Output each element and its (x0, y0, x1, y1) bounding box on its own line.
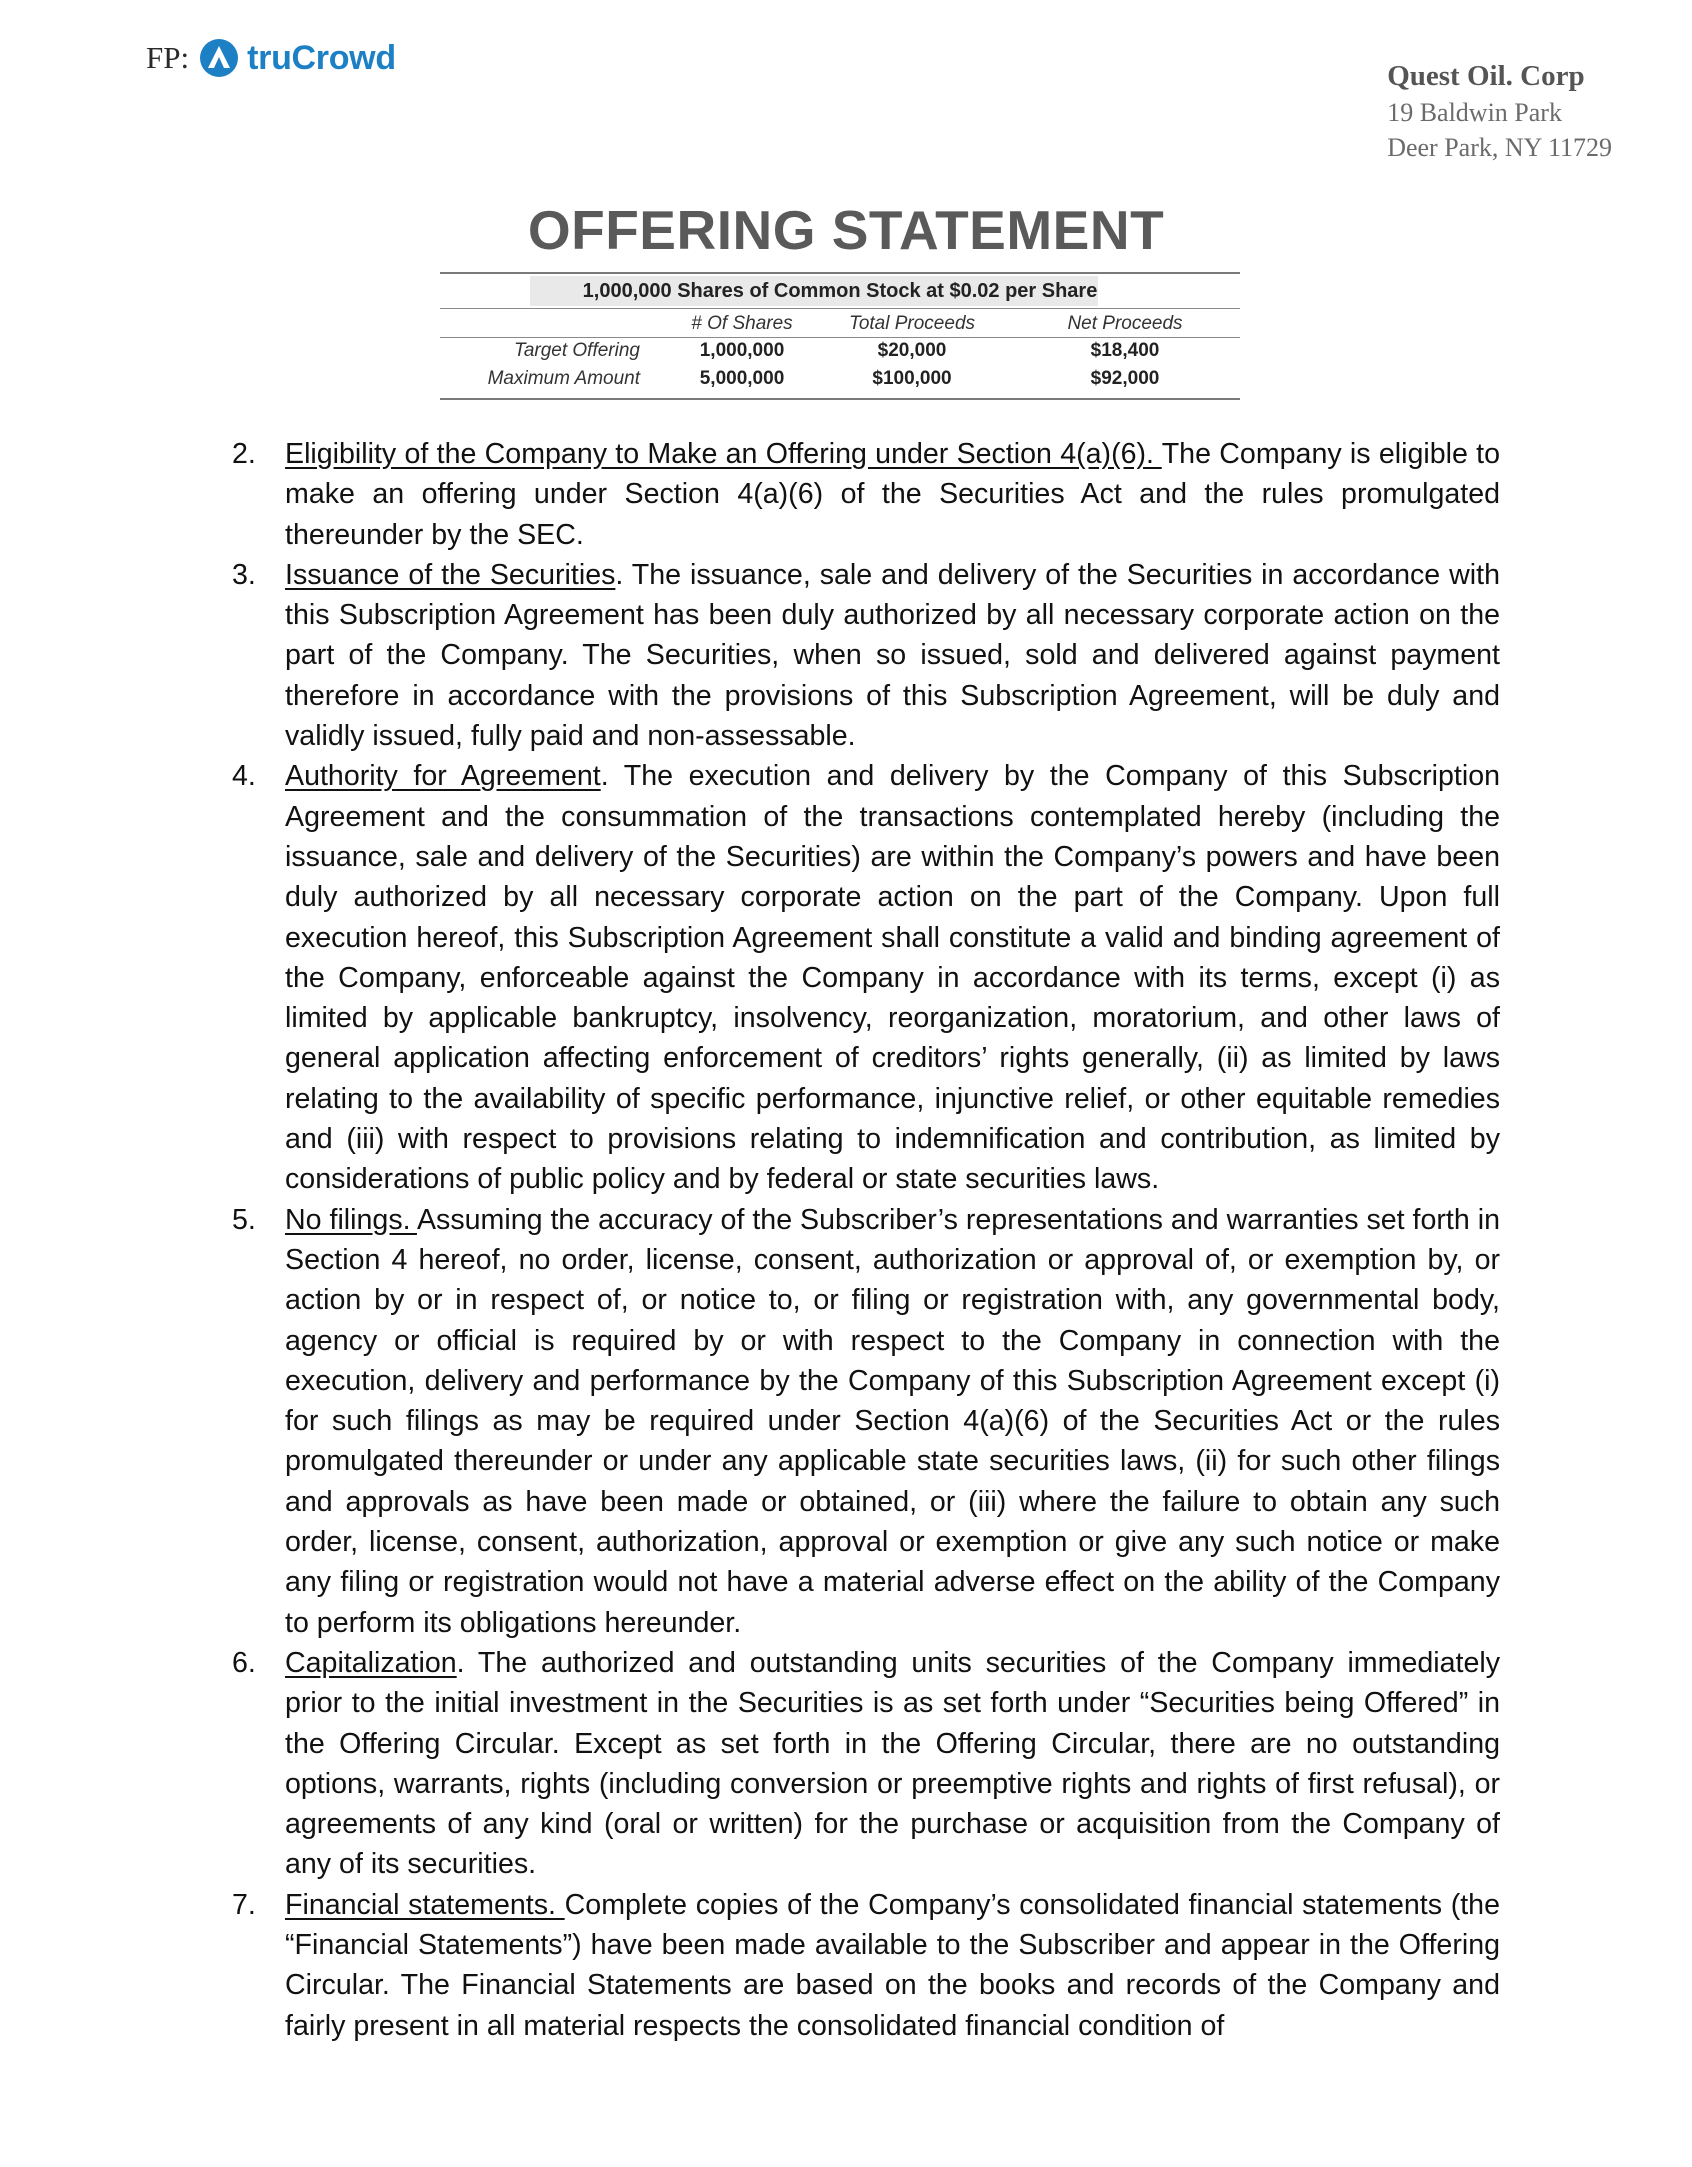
trucrowd-logo (199, 38, 396, 78)
fp-label: FP: (146, 40, 190, 75)
section-body: . The authorized and outstanding units securities of the Company immediately prior to the initial investment in the Securities is as set forth under “Securities being Offered” in the Offering Circular. Except as set forth in the Offering Circular, there are no outstanding options, warrants, rights (including conversion or preemptive rights and rights of first refusal), or agreements of any kind (oral or written) for the purchase or acquisition from the Company of any of its securities. (285, 1646, 1500, 1881)
section-body: . The issuance, sale and delivery of the Securities in accordance with this Subscription Agreement has been duly authorized by all necessary corporate action on the part of the Company. The Securities, when so issued, sold and delivered against payment therefore in accordance with the provisions of this Subscription Agreement, will be duly and validly issued, fully paid and non-assessable. (285, 558, 1500, 753)
section-number: 4. (232, 760, 256, 793)
section-number: 6. (232, 1646, 256, 1679)
section-eligibility (222, 434, 1500, 555)
section-no-filings (222, 1200, 1500, 1643)
row-net: $92,000 (1090, 368, 1160, 389)
row-net: $18,400 (1090, 340, 1160, 361)
section-financial-statements (222, 1885, 1500, 2046)
section-heading: Issuance of the Securities (285, 558, 616, 591)
row-label: Target Offering (513, 340, 640, 361)
section-number: 7. (232, 1888, 256, 1921)
section-body: . The execution and delivery by the Company of this Subscription Agreement and the consummation of the transactions contemplated hereby (including the issuance, sale and delivery of the Securities) are within the Company’s powers and have been duly authorized by all necessary corporate action on the part of the Company. Upon full execution hereof, this Subscription Agreement shall constitute a valid and binding agreement of the Company, enforceable against the Company in accordance with its terms, except (i) as limited by applicable bankruptcy, insolvency, reorganization, moratorium, and other laws of general application affecting enforcement of creditors’ rights generally, (ii) as limited by laws relating to the availability of specific performance, injunctive relief, or other equitable remedies and (iii) with respect to provisions relating to indemnification and contribution, as limited by considerations of public policy and by federal or state securities laws. (285, 760, 1501, 1196)
company-address (1387, 58, 1612, 165)
agreement-sections (222, 434, 1500, 2046)
section-authority (222, 756, 1500, 1199)
row-shares: 5,000,000 (699, 368, 785, 389)
column-header-net: Net Proceeds (1067, 313, 1183, 334)
page-title: OFFERING STATEMENT (527, 199, 1165, 261)
section-heading: Eligibility of the Company to Make an Offering under Section 4(a)(6). (285, 438, 1162, 470)
section-number: 5. (232, 1203, 256, 1236)
page-header (146, 38, 396, 78)
section-capitalization (222, 1643, 1500, 1885)
section-heading: Capitalization (285, 1646, 457, 1679)
section-number: 2. (232, 438, 256, 470)
row-shares: 1,000,000 (699, 340, 785, 361)
row-label: Maximum Amount (487, 368, 640, 389)
logo-text: truCrowd (247, 38, 396, 77)
offering-summary-table (440, 272, 1240, 400)
section-issuance (222, 555, 1500, 756)
trucrowd-arrow-icon (199, 38, 239, 78)
section-body: Complete copies of the Company’s consolidated financial statements (the “Financial Statements”) have been made available to the Subscriber and appear in the Offering Circular. The Financial Statements are based on the books and records of the Company and fairly present in all material respects the consolidated financial condition of (285, 1888, 1500, 2042)
table-row (440, 366, 1240, 394)
table-row (440, 338, 1240, 366)
row-total: $20,000 (877, 340, 947, 361)
table-bottom-rule (440, 398, 1240, 400)
table-subtitle: 1,000,000 Shares of Common Stock at $0.02 per Share (582, 280, 1098, 302)
row-total: $100,000 (872, 368, 952, 389)
address-line-2: Deer Park, NY 11729 (1387, 133, 1612, 162)
section-number: 3. (232, 558, 256, 591)
section-heading: Authority for Agreement (285, 760, 601, 793)
column-header-total: Total Proceeds (848, 313, 976, 334)
address-line-1: 19 Baldwin Park (1387, 98, 1562, 127)
section-heading: No filings. (285, 1203, 417, 1236)
table-subtitle-row (440, 274, 1240, 308)
section-heading: Financial statements. (285, 1888, 565, 1921)
section-body: Assuming the accuracy of the Subscriber’s representations and warranties set forth in Section 4 hereof, no order, license, consent, authorization or approval of, or exemption by, or action by or in respect of, or notice to, or filing or registration with, any governmental body, agency or official is required by or with respect to the Company in connection with the execution, delivery and performance by the Company of this Subscription Agreement except (i) for such filings as may be required under Section 4(a)(6) of the Securities Act or the rules promulgated thereunder or under any applicable state securities laws, (ii) for such other filings and approvals as have been made or obtained, or (iii) where the failure to obtain any such order, license, consent, authorization, approval or exemption or give any such notice or make any filing or registration would not have a material adverse effect on the ability of the Company to perform its obligations hereunder. (285, 1203, 1500, 1639)
company-name: Quest Oil. Corp (1387, 60, 1585, 92)
column-header-row (440, 309, 1240, 337)
section-body: The Company is eligible to make an offering under Section 4(a)(6) of the Securities Act and the rules promulgated thereunder by the SEC. (285, 438, 1500, 551)
column-header-shares: # Of Shares (691, 313, 793, 334)
